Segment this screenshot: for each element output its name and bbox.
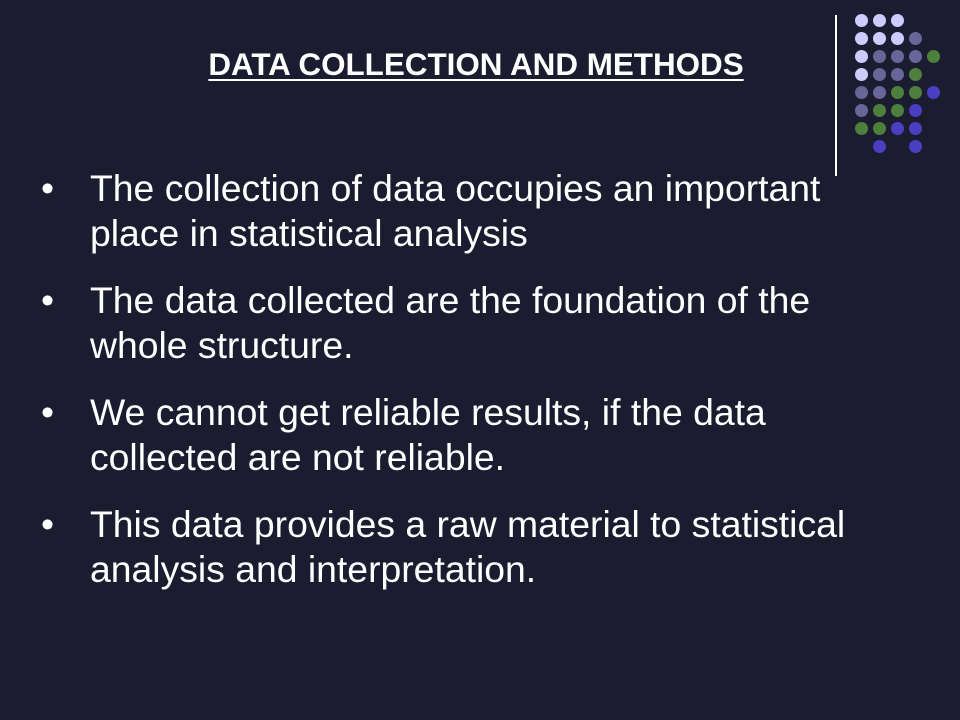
decoration-dot xyxy=(909,104,922,117)
decoration-dot xyxy=(873,122,886,135)
bullet-marker: • xyxy=(41,278,55,321)
bullet-item xyxy=(0,278,960,368)
dot-spacer xyxy=(891,140,904,153)
decoration-dot xyxy=(873,68,886,81)
decorative-dot-grid xyxy=(855,14,945,158)
decoration-dot xyxy=(927,50,940,63)
decoration-dot xyxy=(891,122,904,135)
decoration-dot xyxy=(873,32,886,45)
decoration-dot xyxy=(855,32,868,45)
bullet-text: The data collected are the foundation of the whole structure. xyxy=(90,278,811,366)
decoration-dot xyxy=(891,50,904,63)
decoration-dot xyxy=(855,86,868,99)
dot-spacer xyxy=(927,14,940,27)
decoration-dot xyxy=(891,68,904,81)
bullet-text: The collection of data occupies an important place in statistical analysis xyxy=(90,167,821,254)
decoration-dot xyxy=(855,14,868,27)
bullet-list xyxy=(0,166,960,614)
dot-spacer xyxy=(927,68,940,81)
bullet-text: We cannot get reliable results, if the data collected are not reliable. xyxy=(90,390,766,478)
dot-spacer xyxy=(909,14,922,27)
decoration-dot xyxy=(855,122,868,135)
decoration-dot xyxy=(909,50,922,63)
bullet-text: This data provides a raw material to statistical analysis and interpretation. xyxy=(90,502,846,590)
decoration-dot xyxy=(855,68,868,81)
decoration-dot xyxy=(927,86,940,99)
slide-title: DATA COLLECTION AND METHODS xyxy=(208,47,744,82)
decoration-dot xyxy=(873,14,886,27)
decoration-dot xyxy=(909,122,922,135)
decoration-dot xyxy=(891,104,904,117)
bullet-marker: • xyxy=(41,167,55,209)
decoration-dot xyxy=(891,14,904,27)
dot-spacer xyxy=(927,140,940,153)
decoration-dot xyxy=(909,32,922,45)
decoration-dot xyxy=(873,86,886,99)
decoration-dot xyxy=(873,140,886,153)
bullet-marker: • xyxy=(41,502,55,545)
decoration-dot xyxy=(873,104,886,117)
dot-spacer xyxy=(927,122,940,135)
dot-spacer xyxy=(855,140,868,153)
decoration-dot xyxy=(909,86,922,99)
decoration-dot xyxy=(891,32,904,45)
decoration-dot xyxy=(909,68,922,81)
vertical-divider-line xyxy=(835,15,837,176)
decoration-dot xyxy=(909,140,922,153)
decoration-dot xyxy=(855,104,868,117)
bullet-item xyxy=(0,502,960,592)
dot-spacer xyxy=(927,32,940,45)
bullet-item xyxy=(0,390,960,480)
decoration-dot xyxy=(873,50,886,63)
dot-spacer xyxy=(927,104,940,117)
bullet-item xyxy=(0,166,960,256)
decoration-dot xyxy=(855,50,868,63)
bullet-marker: • xyxy=(41,390,55,433)
decoration-dot xyxy=(891,86,904,99)
